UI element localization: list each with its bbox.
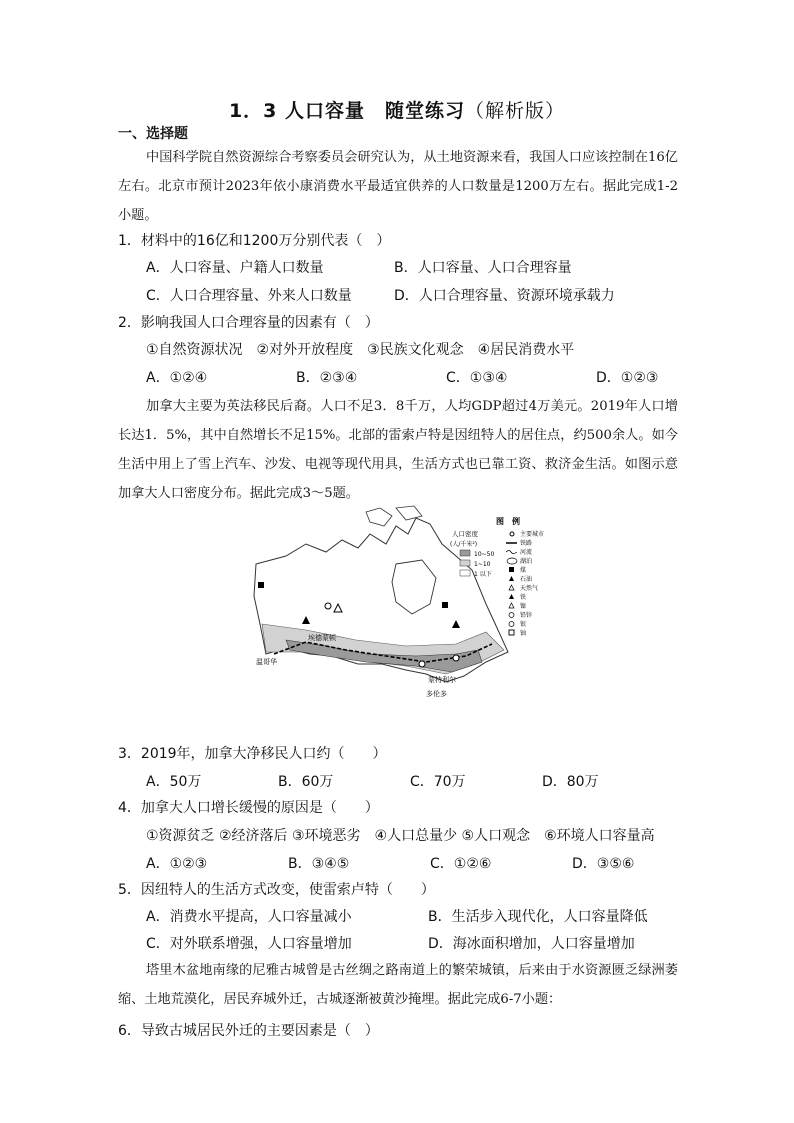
legend-density-unit: (人/千米²) (450, 541, 478, 548)
q3-option-b[interactable]: B．60万 (278, 774, 334, 790)
legend-symbol-10: 银 (520, 621, 527, 628)
question-5: 5．因纽特人的生活方式改变，使雷索卢特（ ） (118, 882, 435, 898)
question-2-items: ①自然资源状况 ②对外开放程度 ③民族文化观念 ④居民消费水平 (146, 342, 575, 358)
q4-option-a[interactable]: A．①②③ (146, 856, 208, 872)
legend-swatch-sparse (460, 570, 470, 576)
q5-option-c[interactable]: C．对外联系增强，人口容量增加 (146, 936, 352, 952)
passage-2: 加拿大主要为英法移民后裔。人口不足3．8千万，人均GDP超过4万美元。2019年人口增长达1．5%，其中自然增长不足15%。北部的雷索卢特是因纽特人的居住点，约500余人。如今生活中用上了雪上汽车、沙发、电视等现代用具，生活方式也已靠工资、救济金生活。如图示意加拿大人口密度分布。据此完成3～5题。 (118, 399, 678, 501)
q3-option-a[interactable]: A．50万 (146, 774, 202, 790)
city-montreal: 蒙特利尔 (428, 676, 456, 684)
q4-option-c[interactable]: C．①②⑥ (430, 856, 492, 872)
title-main: 1．3 人口容量 随堂练习 (228, 100, 466, 122)
legend-density-title: 人口密度 (452, 530, 478, 538)
city-marker-1 (419, 661, 425, 667)
legend-symbol-2: 河流 (520, 549, 533, 556)
legend-coal-icon (509, 567, 514, 572)
question-5-options-row1 (146, 907, 686, 927)
coal-icon-east (442, 602, 448, 608)
q5-option-d[interactable]: D．海冰面积增加，人口容量增加 (428, 936, 635, 952)
city-edmonton: 埃德蒙顿 (308, 634, 336, 642)
question-4-options (146, 854, 686, 874)
question-1: 1．材料中的16亿和1200万分别代表（ ） (118, 233, 391, 249)
legend-nickel-icon (509, 603, 514, 608)
city-marker-2 (453, 655, 459, 661)
legend-uranium-icon (509, 630, 514, 635)
legend-swatch-mid (460, 560, 470, 566)
q4-option-b[interactable]: B．③④⑤ (288, 856, 350, 872)
legend-title: 图 例 (496, 517, 520, 526)
legend-gas-icon (509, 585, 514, 590)
q2-option-b[interactable]: B．②③④ (296, 370, 358, 386)
legend-density-2: 1 以下 (474, 571, 492, 578)
question-3: 3．2019年，加拿大净移民人口约（ ） (118, 746, 387, 762)
title-sub: （解析版） (465, 100, 566, 122)
legend-density-1: 1~10 (474, 561, 491, 568)
legend-density-0: 10~50 (474, 551, 495, 558)
question-5-options-row2 (146, 934, 686, 954)
legend-symbol-1: 铁路 (520, 540, 533, 547)
legend-symbol-8: 镍 (520, 603, 527, 610)
legend-iron-icon (509, 594, 514, 599)
legend-symbol-9: 铅锌 (520, 612, 533, 619)
q4-option-d[interactable]: D．③⑤⑥ (572, 856, 635, 872)
legend-lead-zinc-icon (509, 613, 514, 618)
passage-1: 中国科学院自然资源综合考察委员会研究认为，从土地资源来看，我国人口应该控制在16亿左右。北京市预计2023年依小康消费水平最适宜供养的人口数量是1200万左右。据此完成1-2小题。 (118, 150, 678, 223)
coal-icon (258, 582, 264, 588)
q2-option-a[interactable]: A．①②④ (146, 370, 208, 386)
question-4: 4．加拿大人口增长缓慢的原因是（ ） (118, 800, 379, 816)
q1-option-c[interactable]: C．人口合理容量、外来人口数量 (146, 288, 352, 304)
question-2-options (146, 368, 686, 388)
legend-symbol-3: 湖泊 (520, 558, 533, 565)
question-3-options (146, 772, 686, 792)
legend-silver-icon (509, 622, 514, 627)
question-4-items: ①资源贫乏 ②经济落后 ③环境恶劣 ④人口总量少 ⑤人口观念 ⑥环境人口容量高 (146, 828, 655, 844)
q2-option-d[interactable]: D．①②③ (596, 370, 659, 386)
city-vancouver: 温哥华 (256, 658, 277, 666)
q1-option-d[interactable]: D．人口合理容量、资源环境承载力 (394, 288, 615, 304)
section-heading: 一、选择题 (118, 126, 188, 142)
legend-swatch-dense (460, 550, 470, 556)
canada-population-density-map (246, 504, 550, 704)
legend-symbol-5: 石油 (520, 576, 533, 583)
q1-option-a[interactable]: A．人口容量、户籍人口数量 (146, 260, 324, 276)
legend-symbol-11: 铀 (520, 630, 527, 637)
legend-lake-icon (507, 558, 517, 564)
legend-symbol-0: 主要城市 (520, 531, 545, 538)
passage-3: 塔里木盆地南缘的尼雅古城曾是古丝绸之路南道上的繁荣城镇，后来由于水资源匮乏绿洲萎缩、土地荒漠化，居民弃城外迁，古城逐渐被黄沙掩埋。据此完成6-7小题： (118, 963, 678, 1007)
question-6: 6．导致古城居民外迁的主要因素是（ ） (118, 1023, 379, 1039)
legend-symbol-4: 煤 (520, 567, 527, 574)
q1-option-b[interactable]: B．人口容量、人口合理容量 (394, 260, 572, 276)
question-1-options-row1 (146, 258, 686, 278)
q5-option-a[interactable]: A．消费水平提高，人口容量减小 (146, 909, 352, 925)
legend-symbol-6: 天然气 (520, 585, 539, 592)
page-title (0, 96, 794, 123)
question-2: 2．影响我国人口合理容量的因素有（ ） (118, 315, 379, 331)
q2-option-c[interactable]: C．①③④ (446, 370, 508, 386)
city-toronto: 多伦多 (426, 690, 447, 698)
question-1-options-row2 (146, 286, 686, 306)
q3-option-d[interactable]: D．80万 (542, 774, 599, 790)
legend-oil-icon (509, 576, 514, 581)
legend-river-icon (506, 551, 517, 554)
q3-option-c[interactable]: C．70万 (410, 774, 466, 790)
legend-symbol-7: 铁 (520, 594, 527, 601)
q5-option-b[interactable]: B．生活步入现代化，人口容量降低 (428, 909, 648, 925)
legend-city-icon (510, 532, 514, 536)
